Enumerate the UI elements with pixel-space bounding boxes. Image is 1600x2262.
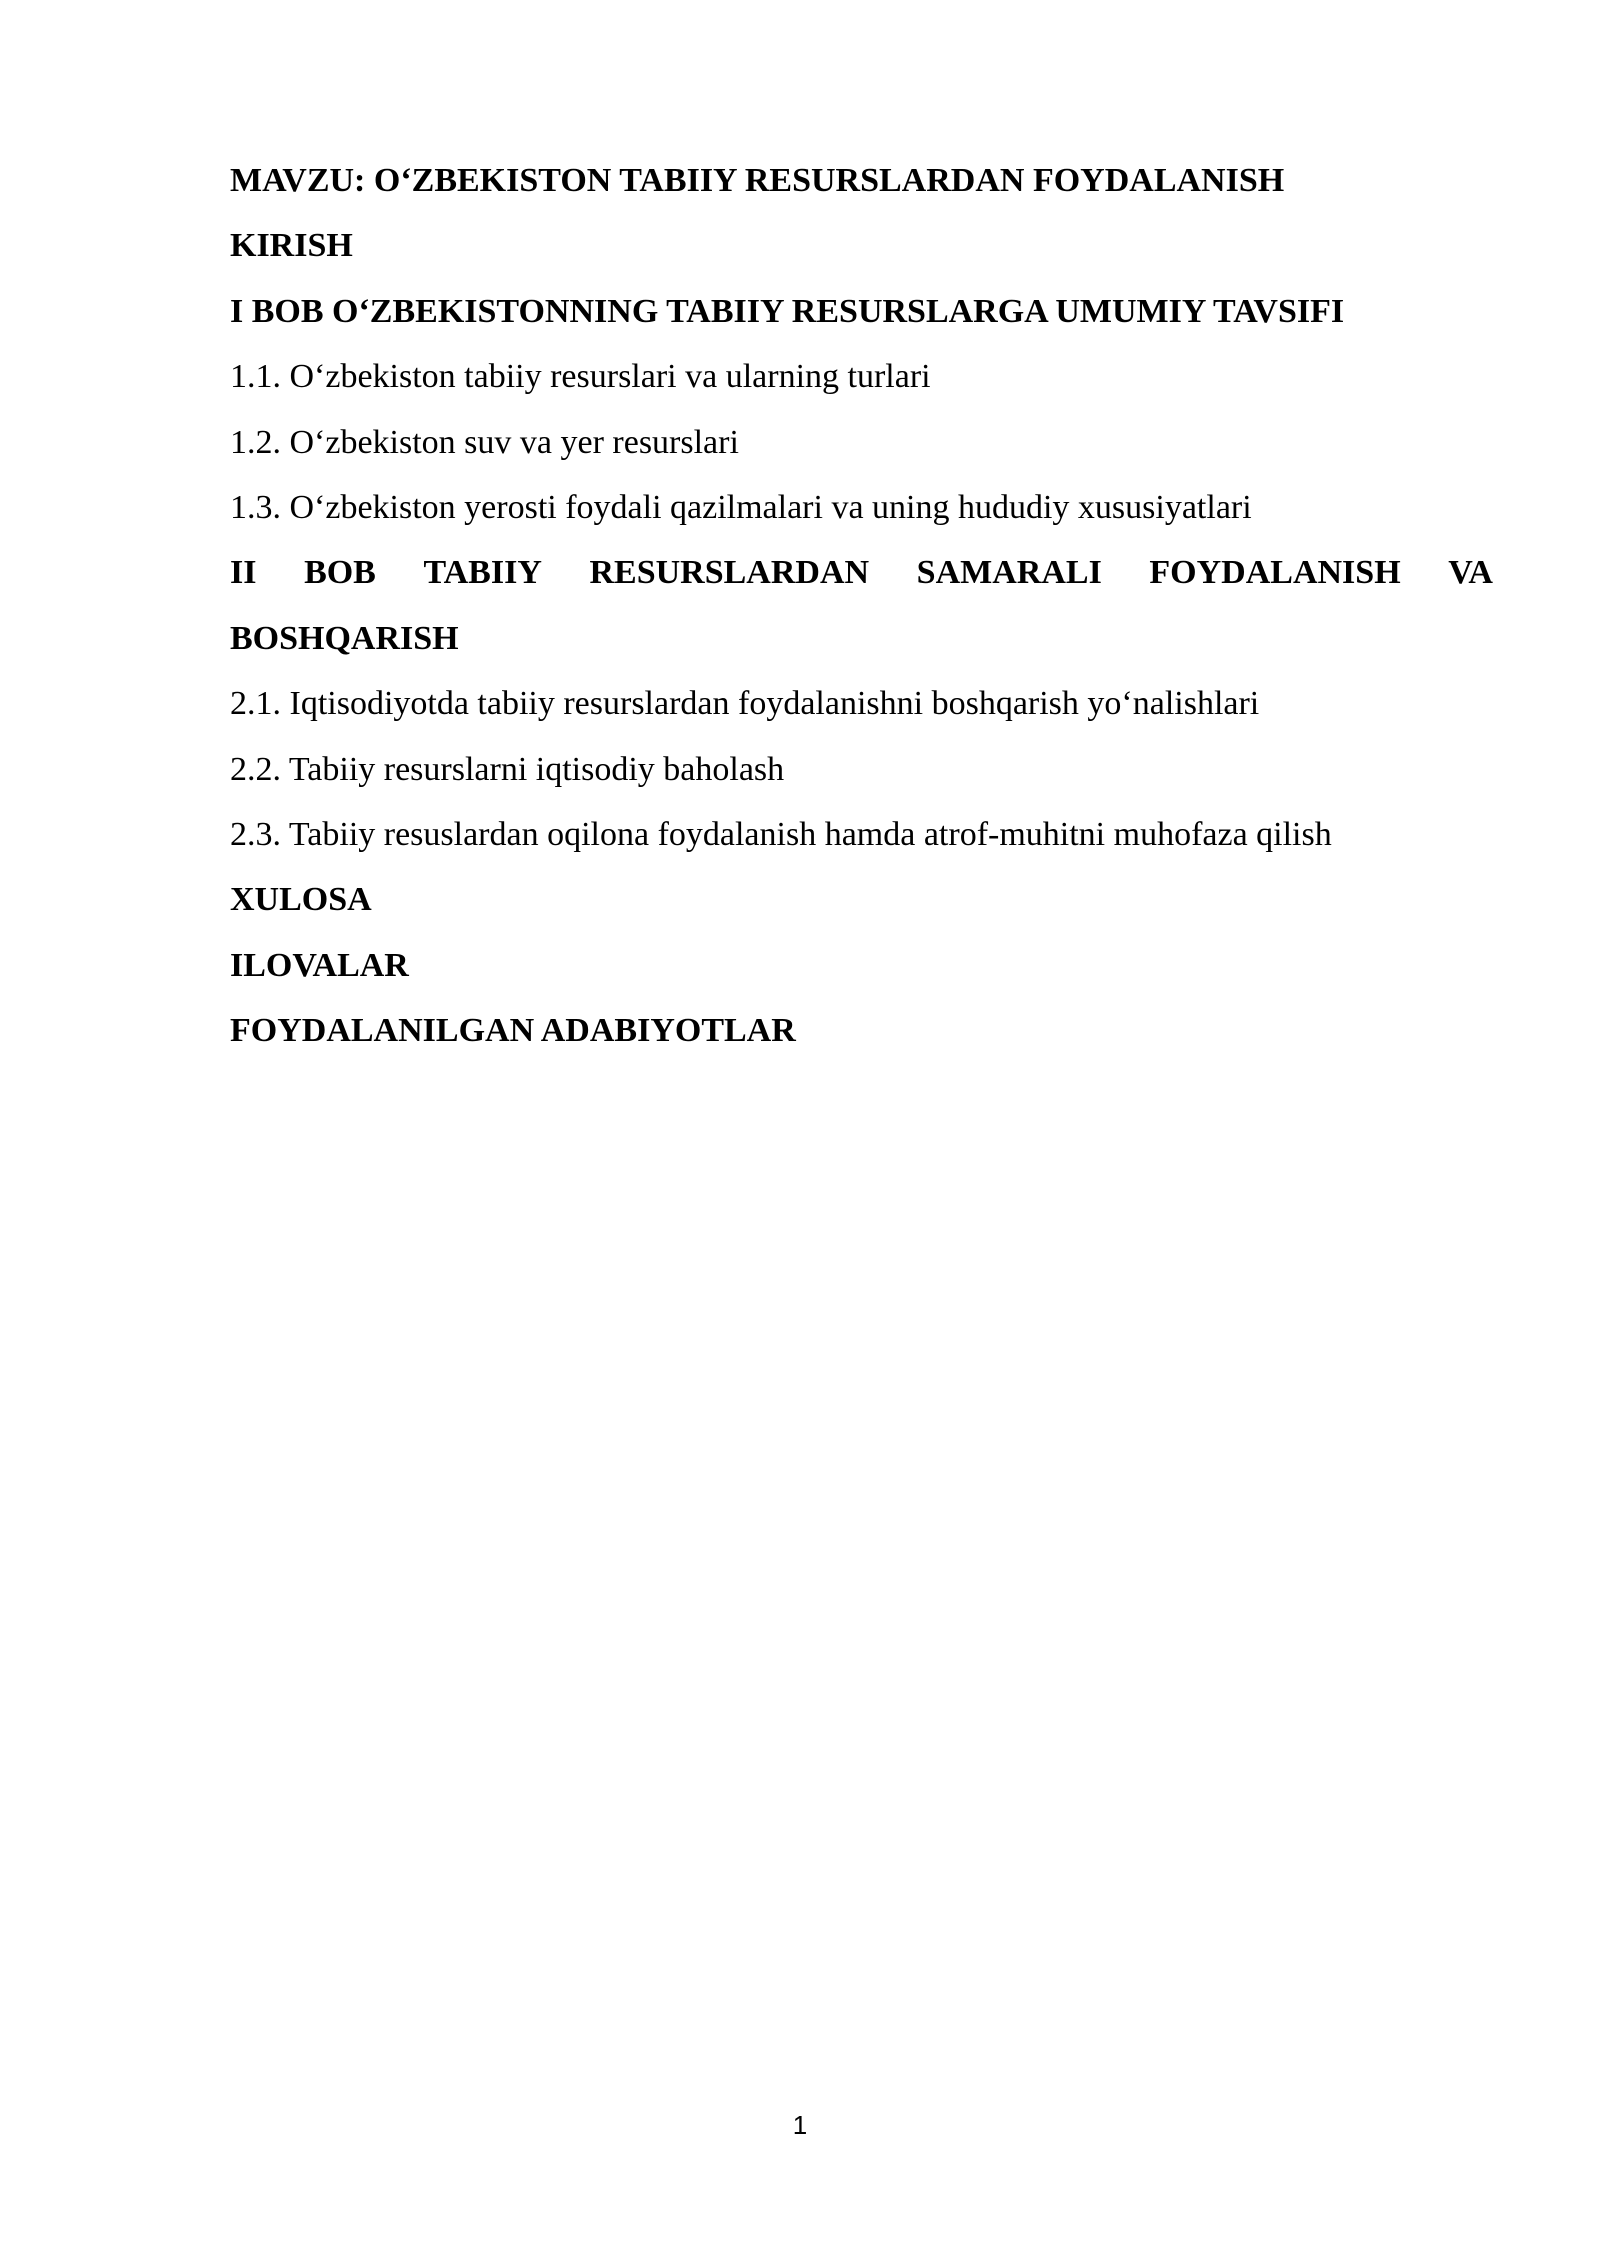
section-1-1: 1.1. O‘zbekiston tabiiy resurslari va ularning turlari	[230, 358, 931, 396]
chapter2-title-word: FOYDALANISH	[1149, 554, 1401, 592]
toc-references: FOYDALANILGAN ADABIYOTLAR	[230, 1012, 796, 1050]
page-number: 1	[792, 2110, 808, 2140]
chapter2-title-word: VA	[1448, 554, 1493, 592]
section-1-3: 1.3. O‘zbekiston yerosti foydali qazilmalari va uning hududiy xususiyatlari	[230, 489, 1252, 527]
toc-appendices: ILOVALAR	[230, 946, 409, 984]
section-1-2: 1.2. O‘zbekiston suv va yer resurslari	[230, 423, 739, 461]
chapter2-title-word: SAMARALI	[916, 554, 1102, 592]
section-2-3: 2.3. Tabiiy resuslardan oqilona foydalanish hamda atrof-muhitni muhofaza qilish	[230, 816, 1332, 854]
chapter2-title	[230, 540, 1493, 605]
table-of-contents	[230, 148, 1493, 1064]
chapter2-title-word: TABIIY	[423, 554, 542, 592]
chapter2-title-word: II	[230, 554, 257, 592]
topic-title: MAVZU: O‘ZBEKISTON TABIIY RESURSLARDAN FOYDALANISH	[230, 162, 1285, 199]
toc-conclusion: XULOSA	[230, 881, 372, 919]
chapter2-title-continued: BOSHQARISH	[230, 619, 459, 657]
chapter2-title-word: RESURSLARDAN	[589, 554, 870, 592]
section-2-2: 2.2. Tabiiy resurslarni iqtisodiy baholash	[230, 750, 785, 788]
chapter1-title: I BOB O‘ZBEKISTONNING TABIIY RESURSLARGA UMUMIY TAVSIFI	[230, 292, 1345, 330]
toc-intro: KIRISH	[230, 227, 353, 265]
section-2-1: 2.1. Iqtisodiyotda tabiiy resurslardan foydalanishni boshqarish yo‘nalishlari	[230, 685, 1260, 723]
chapter2-title-word: BOB	[304, 554, 376, 592]
